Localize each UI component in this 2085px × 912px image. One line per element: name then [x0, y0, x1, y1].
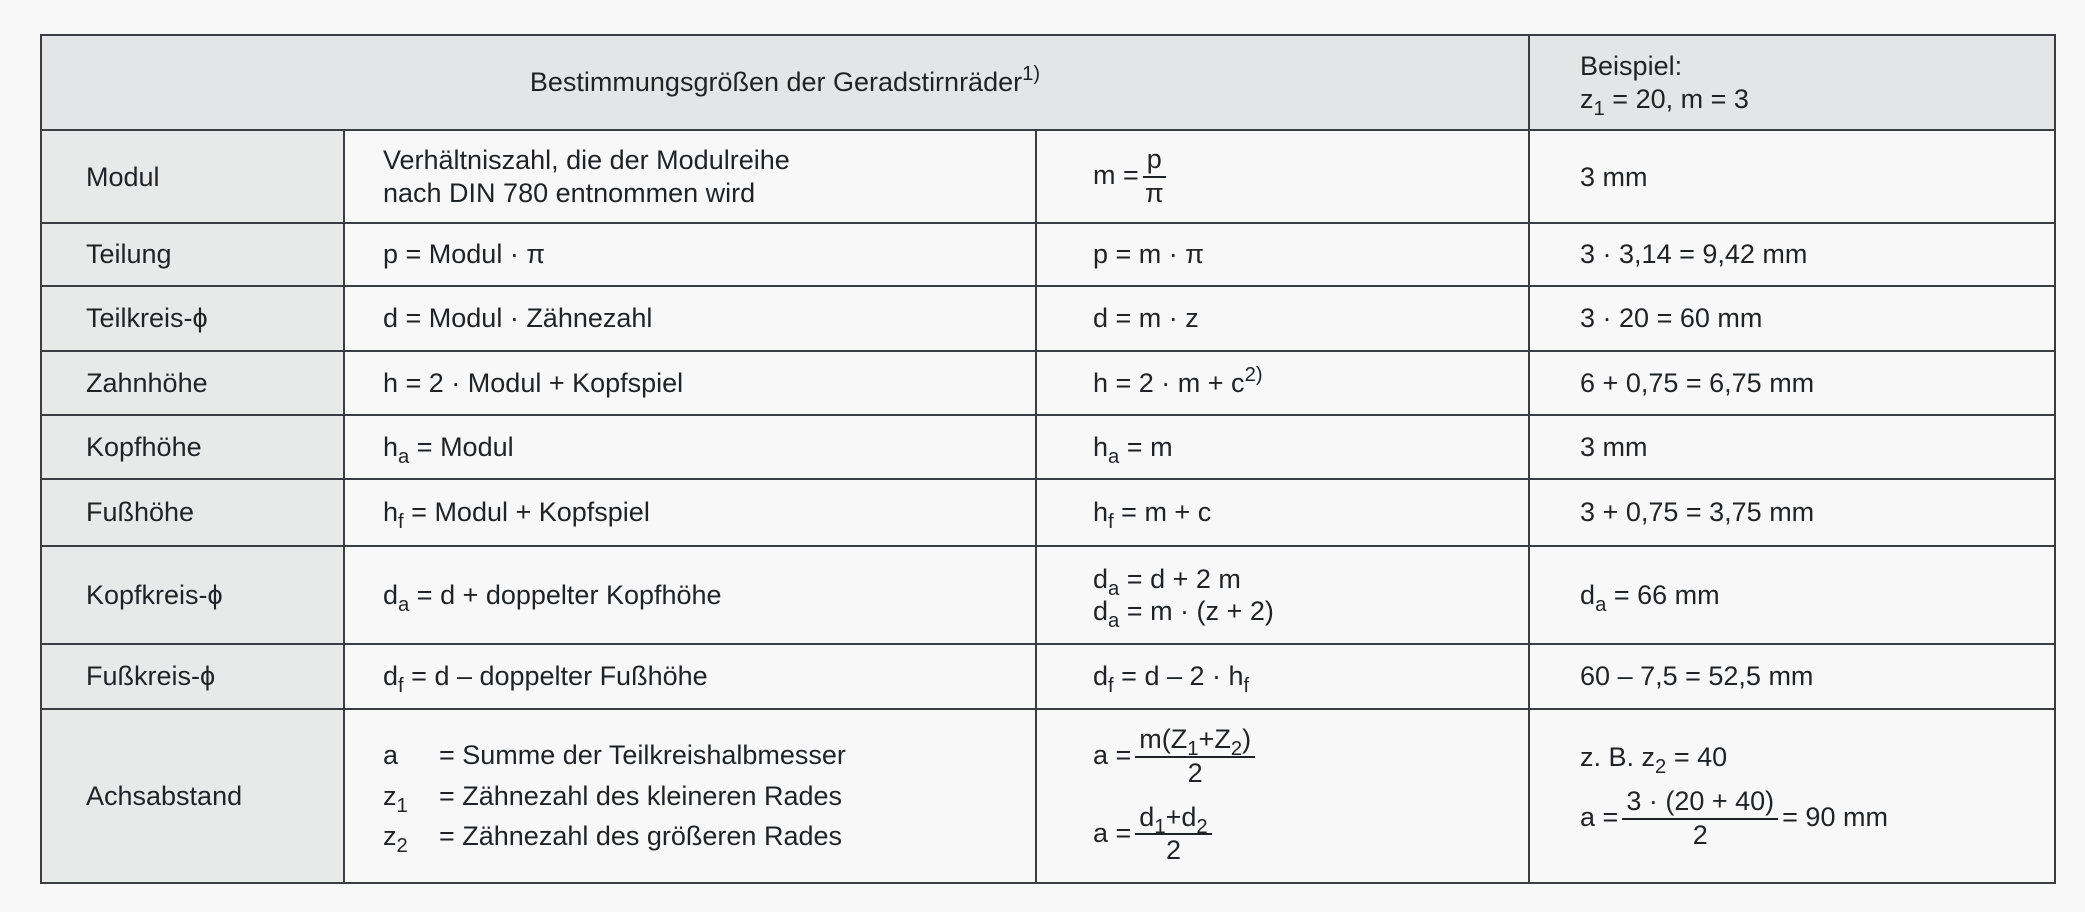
row-description: $d_f = d$ – doppelter Fußhöhe	[344, 644, 1036, 708]
example-given-values: $z_1 = 20$, m = 3	[1580, 83, 1749, 120]
row-example: 3 + 0,75 = 3,75 mm	[1529, 479, 2055, 546]
table-row-kopfhoehe	[41, 415, 2055, 479]
row-example: z. B. $z_2 = 40$ a = $\frac{3 \cdot (20 + 40)}{2}$ = 90 mm	[1529, 709, 2055, 883]
row-description: $d_a = d$ + doppelter Kopfhöhe	[344, 546, 1036, 644]
row-name: Teilung	[41, 223, 344, 285]
fraction: $\frac{3 \cdot (20 + 40)}{2}$	[1622, 787, 1778, 850]
row-name: Modul	[41, 130, 344, 223]
footnote-marker: 2)	[1244, 363, 1263, 386]
row-name: Kopfkreis-ϕ	[41, 546, 344, 644]
row-name: Fußhöhe	[41, 479, 344, 546]
row-name: Zahnhöhe	[41, 351, 344, 415]
row-formula: $h_a = m$	[1036, 415, 1529, 479]
table-title-text: Bestimmungsgrößen der Geradstirnräder	[529, 67, 1023, 98]
table-row-modul	[41, 130, 2055, 223]
row-name: Fußkreis-ϕ	[41, 644, 344, 708]
row-description: p = Modul · π	[344, 223, 1036, 285]
example-label: Beispiel:	[1580, 51, 1683, 82]
row-formula: a = $\frac{m(Z_1+Z_2)}{2}$ a = $\frac{d_1+d_2}{2}$	[1036, 709, 1529, 883]
row-description: $h_f$ = Modul + Kopfspiel	[344, 479, 1036, 546]
example-header	[1529, 35, 2055, 130]
table-row-fusskreis	[41, 644, 2055, 708]
row-formula: m = $\frac{p}{\pi}$	[1036, 130, 1529, 223]
spur-gear-table	[40, 34, 2056, 884]
table-row-zahnhoehe	[41, 351, 2055, 415]
table-row-fusshoehe	[41, 479, 2055, 546]
row-example: 60 – 7,5 = 52,5 mm	[1529, 644, 2055, 708]
row-description: Verhältniszahl, die der Modulreihe nach DIN 780 entnommen wird	[344, 130, 1036, 223]
row-formula: d = m · z	[1036, 286, 1529, 351]
row-formula: $d_f = d - 2 \cdot h_f$	[1036, 644, 1529, 708]
row-name: Teilkreis-ϕ	[41, 286, 344, 351]
row-name: Kopfhöhe	[41, 415, 344, 479]
table-row-achsabstand	[41, 709, 2055, 883]
table-header-row	[41, 35, 2055, 130]
row-formula: p = m · π	[1036, 223, 1529, 285]
fraction: $\frac{m(Z_1+Z_2)}{2}$	[1135, 725, 1255, 788]
table-row-teilung	[41, 223, 2055, 285]
row-name: Achsabstand	[41, 709, 344, 883]
row-description: d = Modul · Zähnezahl	[344, 286, 1036, 351]
row-example: 3 · 20 = 60 mm	[1529, 286, 2055, 351]
row-formula: $d_a = d + 2$ m $d_a = m \cdot (z + 2)$	[1036, 546, 1529, 644]
row-example: 6 + 0,75 = 6,75 mm	[1529, 351, 2055, 415]
fraction: $\frac{d_1+d_2}{2}$	[1135, 803, 1211, 866]
table-title	[41, 35, 1529, 130]
row-formula: $h_f = m + c$	[1036, 479, 1529, 546]
row-example: $d_a = 66$ mm	[1529, 546, 2055, 644]
table-row-kopfkreis	[41, 546, 2055, 644]
row-example: 3 mm	[1529, 415, 2055, 479]
row-example: 3 mm	[1529, 130, 2055, 223]
fraction: $\frac{p}{\pi}$	[1143, 145, 1166, 208]
row-formula: $h = 2 \cdot m + c^{2)}$	[1036, 351, 1529, 415]
row-description: $h_a$ = Modul	[344, 415, 1036, 479]
footnote-marker: 1)	[1022, 63, 1041, 86]
row-description: h = 2 · Modul + Kopfspiel	[344, 351, 1036, 415]
row-example: 3 · 3,14 = 9,42 mm	[1529, 223, 2055, 285]
row-description: a = Summe der Teilkreishalbmesser $z_1$ = Zähnezahl des kleineren Rades $z_2$ = Zähnezahl des größeren Rades	[344, 709, 1036, 883]
table-row-teilkreis	[41, 286, 2055, 351]
